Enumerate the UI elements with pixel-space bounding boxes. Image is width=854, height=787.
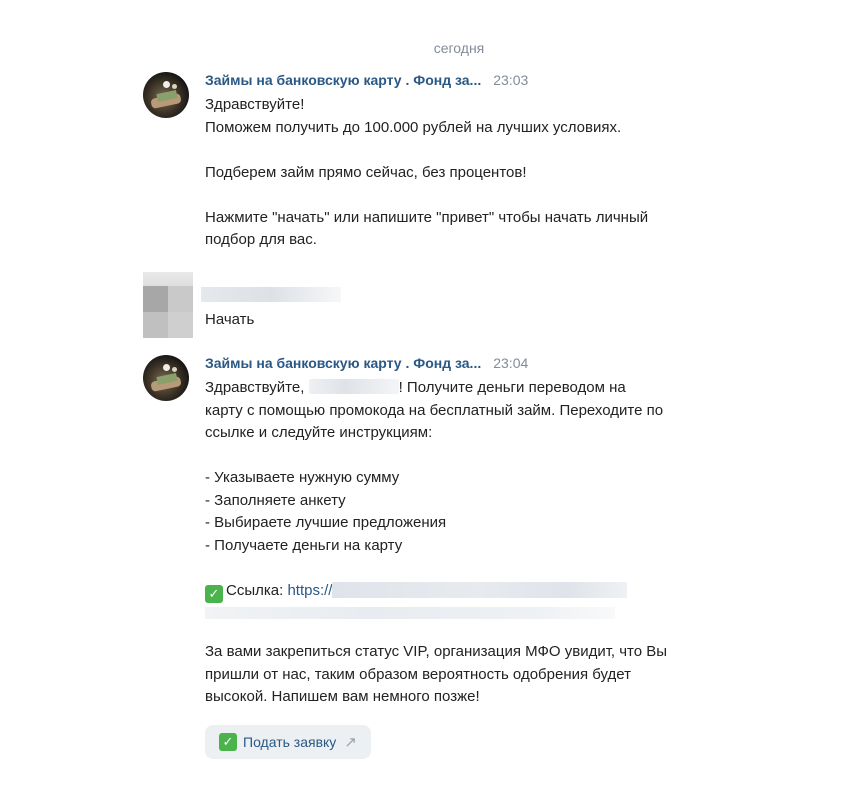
link-url-blurred[interactable] (332, 582, 627, 598)
message-header (205, 355, 705, 377)
author-name[interactable]: Займы на банковскую карту . Фонд за... (205, 355, 482, 371)
message-text: Начать (205, 311, 255, 328)
external-link-icon: ↗ (344, 734, 357, 751)
check-mark-icon: ✓ (219, 733, 237, 751)
apply-button-label: Подать заявку (243, 734, 337, 750)
link-continuation-blurred (205, 607, 615, 619)
message-text (205, 94, 705, 252)
check-mark-icon: ✓ (205, 585, 223, 603)
recipient-name-blurred (309, 379, 399, 394)
text-line: Подберем займ прямо сейчас, без процентов! (205, 163, 527, 181)
message-header (205, 72, 705, 94)
text-line: подбор для вас. (205, 231, 317, 248)
bot-avatar[interactable] (143, 355, 189, 401)
author-name[interactable]: Займы на банковскую карту . Фонд за... (205, 72, 482, 88)
date-separator: сегодня (433, 40, 485, 56)
user-avatar-blurred[interactable] (143, 272, 193, 338)
message-time[interactable]: 23:04 (493, 355, 529, 371)
text-line (205, 377, 705, 400)
text-line: пришли от нас, таким образом вероятность одобрения будет (205, 665, 631, 683)
text-line: Нажмите "начать" или напишите "привет" чтобы начать личный (205, 208, 649, 226)
list-item: - Получаете деньги на карту (205, 536, 403, 554)
list-item: - Заполняете анкету (205, 491, 346, 509)
user-name-blurred (201, 287, 341, 302)
list-item: - Выбираете лучшие предложения (205, 514, 447, 531)
apply-button[interactable] (205, 725, 371, 759)
text-line: высокой. Напишем вам немного позже! (205, 688, 480, 706)
message-body (205, 355, 705, 709)
list-item: - Указываете нужную сумму (205, 469, 400, 486)
link-url[interactable]: https:// (287, 581, 333, 599)
text-line: Поможем получить до 100.000 рублей на лучших условиях. (205, 118, 622, 136)
link-line (205, 580, 705, 603)
message-body (205, 72, 705, 252)
link-label: Ссылка: (226, 581, 284, 599)
message-text (205, 377, 705, 709)
greeting-suffix: ! Получите деньги переводом на (398, 379, 626, 396)
message-time[interactable]: 23:03 (493, 72, 529, 88)
text-line: карту с помощью промокода на бесплатный займ. Переходите по (205, 401, 664, 419)
text-line: За вами закрепиться статус VIP, организация МФО увидит, что Вы (205, 643, 668, 661)
greeting-prefix: Здравствуйте, (205, 379, 305, 396)
bot-avatar[interactable] (143, 72, 189, 118)
text-line: ссылке и следуйте инструкциям: (205, 424, 433, 441)
text-line: Здравствуйте! (205, 96, 305, 113)
